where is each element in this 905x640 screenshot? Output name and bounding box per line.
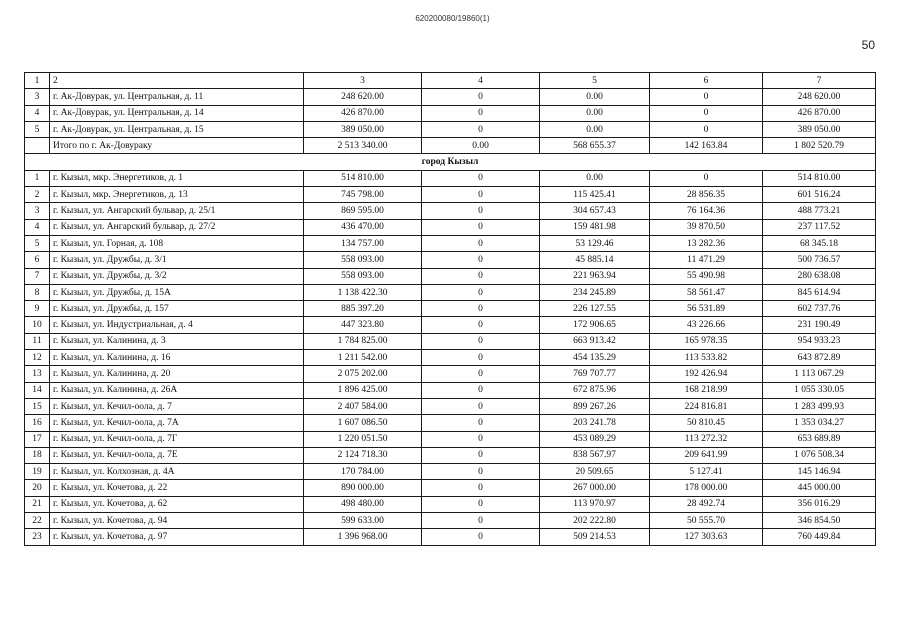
cell-col-7-value: 845 614.94 [763,284,876,300]
table-row [25,301,876,317]
table-row [25,268,876,284]
cell-col-5-value: 226 127.55 [540,301,650,317]
table-body [25,73,876,546]
cell-col-5-value: 0.00 [540,89,650,105]
cell-col-4-value: 0 [422,415,540,431]
cell-col-4-value: 0 [422,447,540,463]
cell-col-5-value: 899 267.26 [540,398,650,414]
cell-col-7-value: 1 076 508.34 [763,447,876,463]
section-row [25,154,876,170]
cell-col-3-value: 558 093.00 [304,268,422,284]
cell-col-3-value: 134 757.00 [304,235,422,251]
cell-col-5-value: 113 970.97 [540,496,650,512]
cell-col-5-value: 509 214.53 [540,529,650,545]
cell-address: г. Кызыл, ул. Ангарский бульвар, д. 25/1 [50,203,304,219]
cell-col-5-value: 53 129.46 [540,235,650,251]
cell-col-6-value: 127 303.63 [650,529,763,545]
table-row [25,333,876,349]
page-number: 50 [861,38,875,52]
cell-col-3-value: 885 397.20 [304,301,422,317]
cell-col-3-value: 170 784.00 [304,464,422,480]
cell-col-5-value: 20 509.65 [540,464,650,480]
cell-col-7-value: 760 449.84 [763,529,876,545]
cell-col-4-value: 0 [422,105,540,121]
cell-col-6-value: 209 641.99 [650,447,763,463]
cell-row-number: 9 [25,301,50,317]
table-row [25,284,876,300]
cell-row-number: 2 [25,187,50,203]
cell-col-5-value: 202 222.80 [540,513,650,529]
table-row [25,431,876,447]
table-row [25,529,876,545]
cell-col-3-value: 2 124 718.30 [304,447,422,463]
cell-address: г. Кызыл, ул. Калинина, д. 20 [50,366,304,382]
cell-col-7-value: 445 000.00 [763,480,876,496]
cell-col-6-value: 43 226.66 [650,317,763,333]
cell-col-3-value: 745 798.00 [304,187,422,203]
cell-col-4-value: 0 [422,333,540,349]
cell-col-4-value: 0 [422,268,540,284]
cell-col-3-value: 2 513 340.00 [304,138,422,154]
cell-col-7-value: 500 736.57 [763,252,876,268]
cell-col-3-value: 1 607 086.50 [304,415,422,431]
cell-address: г. Кызыл, ул. Калинина, д. 3 [50,333,304,349]
table-row [25,219,876,235]
cell-address: Итого по г. Ак-Довураку [50,138,304,154]
cell-col-5-value: 115 425.41 [540,187,650,203]
cell-col-6-value: 192 426.94 [650,366,763,382]
table-row [25,89,876,105]
cell-col-5-value: 45 885.14 [540,252,650,268]
cell-col-4-value: 0 [422,464,540,480]
cell-col-3-value: 498 480.00 [304,496,422,512]
cell-col-6-value: 224 816.81 [650,398,763,414]
cell-col-7-value: 280 638.08 [763,268,876,284]
table-row [25,105,876,121]
cell-row-number: 22 [25,513,50,529]
cell-col-4-value: 0 [422,317,540,333]
cell-col-5-value: 304 657.43 [540,203,650,219]
cell-col-7-value: 1 055 330.05 [763,382,876,398]
cell-col-3-value: 1 396 968.00 [304,529,422,545]
cell-row-number: 5 [25,121,50,137]
cell-col-6-value: 58 561.47 [650,284,763,300]
cell-col-3-value: 1 220 051.50 [304,431,422,447]
cell-col-5-value: 568 655.37 [540,138,650,154]
cell-col-5-value: 0.00 [540,105,650,121]
cell-row-number [25,138,50,154]
cell-row-number: 16 [25,415,50,431]
cell-col-6-value: 168 218.99 [650,382,763,398]
cell-row-number: 1 [25,73,50,89]
cell-col-4-value: 0 [422,529,540,545]
cell-col-3-value: 2 407 584.00 [304,398,422,414]
cell-address: г. Кызыл, мкр. Энергетиков, д. 1 [50,170,304,186]
cell-col-6-value: 56 531.89 [650,301,763,317]
cell-col-5-value: 838 567.97 [540,447,650,463]
table-row [25,366,876,382]
cell-row-number: 3 [25,89,50,105]
cell-col-5-value: 267 000.00 [540,480,650,496]
cell-row-number: 19 [25,464,50,480]
section-title: город Кызыл [25,154,876,170]
cell-col-5-value: 159 481.98 [540,219,650,235]
cell-address: г. Кызыл, ул. Калинина, д. 16 [50,350,304,366]
table-row [25,187,876,203]
cell-col-6-value: 142 163.84 [650,138,763,154]
cell-col-7-value: 1 802 520.79 [763,138,876,154]
cell-col-3-value: 1 138 422.30 [304,284,422,300]
cell-address: г. Кызыл, ул. Кочетова, д. 94 [50,513,304,529]
cell-col-6-value: 178 000.00 [650,480,763,496]
cell-address: г. Кызыл, ул. Горная, д. 108 [50,235,304,251]
cell-row-number: 23 [25,529,50,545]
cell-address: г. Кызыл, ул. Кочетова, д. 97 [50,529,304,545]
cell-col-4-value: 0 [422,219,540,235]
table-row [25,415,876,431]
table-row [25,121,876,137]
table-row [25,496,876,512]
document-id: 620200080/19860(1) [415,14,490,23]
cell-col-4-value: 0 [422,89,540,105]
cell-row-number: 3 [25,203,50,219]
subtotal-row [25,138,876,154]
cell-col-6-value: 39 870.50 [650,219,763,235]
cell-col-6-value: 5 127.41 [650,464,763,480]
cell-col-7-value: 346 854.50 [763,513,876,529]
table-row [25,317,876,333]
cell-col-5-value: 203 241.78 [540,415,650,431]
cell-row-number: 17 [25,431,50,447]
cell-col-4-value: 0 [422,235,540,251]
cell-col-7-value: 514 810.00 [763,170,876,186]
cell-col-6-value: 113 533.82 [650,350,763,366]
cell-col-5-value: 672 875.96 [540,382,650,398]
cell-address: г. Кызыл, мкр. Энергетиков, д. 13 [50,187,304,203]
cell-row-number: 12 [25,350,50,366]
table-row [25,447,876,463]
cell-col-6-value: 13 282.36 [650,235,763,251]
cell-row-number: 8 [25,284,50,300]
cell-address: г. Кызыл, ул. Кечил-оола, д. 7Г [50,431,304,447]
cell-row-number: 4 [25,105,50,121]
cell-col-6-value: 165 978.35 [650,333,763,349]
cell-col-3-value: 447 323.80 [304,317,422,333]
cell-col-3-value: 248 620.00 [304,89,422,105]
cell-address: г. Кызыл, ул. Калинина, д. 26А [50,382,304,398]
table-row [25,203,876,219]
cell-col-4-value: 0 [422,431,540,447]
cell-row-number: 18 [25,447,50,463]
cell-col-6-value: 28 856.35 [650,187,763,203]
cell-col-7-value: 7 [763,73,876,89]
cell-col-7-value: 237 117.52 [763,219,876,235]
cell-col-6-value: 6 [650,73,763,89]
cell-row-number: 21 [25,496,50,512]
cell-col-4-value: 0 [422,366,540,382]
cell-col-6-value: 28 492.74 [650,496,763,512]
cell-col-7-value: 488 773.21 [763,203,876,219]
cell-col-3-value: 890 000.00 [304,480,422,496]
cell-col-7-value: 601 516.24 [763,187,876,203]
cell-row-number: 13 [25,366,50,382]
cell-col-5-value: 0.00 [540,170,650,186]
cell-row-number: 11 [25,333,50,349]
cell-col-3-value: 558 093.00 [304,252,422,268]
cell-col-7-value: 389 050.00 [763,121,876,137]
table-row [25,170,876,186]
cell-col-5-value: 453 089.29 [540,431,650,447]
cell-col-7-value: 356 016.29 [763,496,876,512]
cell-col-7-value: 653 689.89 [763,431,876,447]
cell-col-4-value: 0 [422,301,540,317]
cell-col-4-value: 0 [422,382,540,398]
cell-col-3-value: 514 810.00 [304,170,422,186]
cell-col-5-value: 663 913.42 [540,333,650,349]
cell-col-4-value: 0.00 [422,138,540,154]
cell-col-3-value: 2 075 202.00 [304,366,422,382]
cell-col-6-value: 0 [650,170,763,186]
table-row [25,513,876,529]
cell-row-number: 4 [25,219,50,235]
cell-col-7-value: 954 933.23 [763,333,876,349]
cell-col-7-value: 1 353 034.27 [763,415,876,431]
cell-col-3-value: 599 633.00 [304,513,422,529]
cell-col-3-value: 1 784 825.00 [304,333,422,349]
table-row [25,480,876,496]
cell-col-5-value: 0.00 [540,121,650,137]
cell-col-5-value: 172 906.65 [540,317,650,333]
cell-col-4-value: 0 [422,187,540,203]
cell-col-7-value: 145 146.94 [763,464,876,480]
cell-address: 2 [50,73,304,89]
cell-address: г. Кызыл, ул. Колхозная, д. 4А [50,464,304,480]
cell-address: г. Ак-Довурак, ул. Центральная, д. 11 [50,89,304,105]
cell-col-6-value: 113 272.32 [650,431,763,447]
cell-address: г. Ак-Довурак, ул. Центральная, д. 14 [50,105,304,121]
cell-col-3-value: 1 896 425.00 [304,382,422,398]
cell-col-4-value: 0 [422,513,540,529]
cell-col-6-value: 50 555.70 [650,513,763,529]
cell-col-3-value: 426 870.00 [304,105,422,121]
cell-col-4-value: 0 [422,252,540,268]
cell-col-4-value: 0 [422,350,540,366]
table-row [25,464,876,480]
cell-address: г. Кызыл, ул. Индустриальная, д. 4 [50,317,304,333]
cell-col-4-value: 0 [422,203,540,219]
cell-col-7-value: 602 737.76 [763,301,876,317]
cell-address: г. Кызыл, ул. Ангарский бульвар, д. 27/2 [50,219,304,235]
table-row [25,235,876,251]
cell-col-5-value: 5 [540,73,650,89]
cell-row-number: 1 [25,170,50,186]
cell-row-number: 14 [25,382,50,398]
cell-col-3-value: 436 470.00 [304,219,422,235]
cell-row-number: 6 [25,252,50,268]
cell-col-3-value: 1 211 542.00 [304,350,422,366]
cell-address: г. Кызыл, ул. Кечил-оола, д. 7 [50,398,304,414]
cell-address: г. Кызыл, ул. Дружбы, д. 15А [50,284,304,300]
cell-address: г. Кызыл, ул. Кочетова, д. 62 [50,496,304,512]
cell-row-number: 7 [25,268,50,284]
cell-col-6-value: 0 [650,105,763,121]
cell-col-7-value: 643 872.89 [763,350,876,366]
cell-col-4-value: 0 [422,170,540,186]
cell-row-number: 15 [25,398,50,414]
column-number-row [25,73,876,89]
cell-col-7-value: 248 620.00 [763,89,876,105]
cell-col-6-value: 76 164.36 [650,203,763,219]
cell-col-4-value: 0 [422,480,540,496]
cell-address: г. Ак-Довурак, ул. Центральная, д. 15 [50,121,304,137]
table-row [25,398,876,414]
table-row [25,350,876,366]
cell-col-6-value: 50 810.45 [650,415,763,431]
cell-col-7-value: 231 190.49 [763,317,876,333]
cell-col-6-value: 0 [650,121,763,137]
cell-col-4-value: 4 [422,73,540,89]
cell-address: г. Кызыл, ул. Дружбы, д. 157 [50,301,304,317]
cell-col-4-value: 0 [422,496,540,512]
cell-col-7-value: 68 345.18 [763,235,876,251]
cell-address: г. Кызыл, ул. Дружбы, д. 3/1 [50,252,304,268]
cell-row-number: 10 [25,317,50,333]
cell-col-7-value: 1 283 499.93 [763,398,876,414]
table-row [25,382,876,398]
cell-col-7-value: 1 113 067.29 [763,366,876,382]
cell-address: г. Кызыл, ул. Кечил-оола, д. 7Е [50,447,304,463]
cell-col-7-value: 426 870.00 [763,105,876,121]
cell-col-5-value: 234 245.89 [540,284,650,300]
data-table [24,72,876,546]
cell-col-3-value: 3 [304,73,422,89]
cell-col-4-value: 0 [422,121,540,137]
cell-col-5-value: 454 135.29 [540,350,650,366]
cell-col-5-value: 769 707.77 [540,366,650,382]
cell-col-6-value: 0 [650,89,763,105]
cell-address: г. Кызыл, ул. Дружбы, д. 3/2 [50,268,304,284]
cell-address: г. Кызыл, ул. Кочетова, д. 22 [50,480,304,496]
cell-col-6-value: 11 471.29 [650,252,763,268]
cell-row-number: 20 [25,480,50,496]
cell-row-number: 5 [25,235,50,251]
cell-col-3-value: 389 050.00 [304,121,422,137]
table-row [25,252,876,268]
cell-col-6-value: 55 490.98 [650,268,763,284]
cell-col-3-value: 869 595.00 [304,203,422,219]
cell-address: г. Кызыл, ул. Кечил-оола, д. 7А [50,415,304,431]
cell-col-5-value: 221 963.94 [540,268,650,284]
cell-col-4-value: 0 [422,284,540,300]
cell-col-4-value: 0 [422,398,540,414]
